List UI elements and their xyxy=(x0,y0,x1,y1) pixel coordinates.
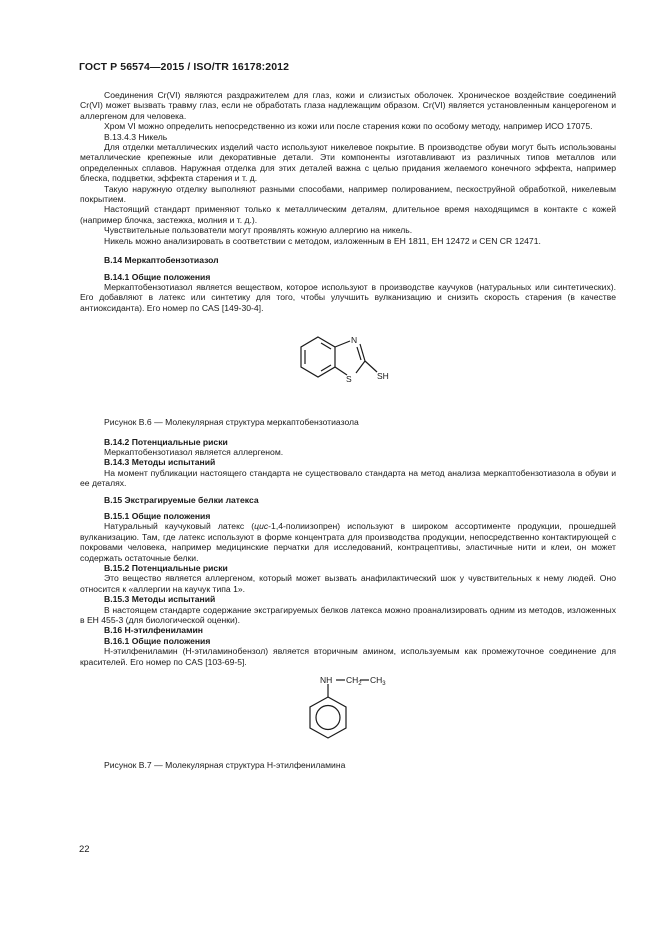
paragraph: Хром VI можно определить непосредственно из кожи или после старения кожи по особому методу, например ИСО 17075. xyxy=(104,121,593,132)
figure-caption: Рисунок В.7 — Молекулярная структура Н-этилфениламина xyxy=(104,760,346,771)
bond xyxy=(365,361,377,372)
paragraph: Меркаптобензотиазол является веществом, которое используют в производстве каучуков (натуральных или синтетических). Его добавляют в латекс или синтетику для того, чтобы улучшить вулканизацию и снизить скорость старения (в качестве антиоксиданта). Его номер по CAS [149-30-4]. xyxy=(80,281,616,313)
group-ch2-label: $CH_2$ xyxy=(346,675,362,688)
figure-n-ethylaniline xyxy=(80,670,616,760)
atom-s-label: S xyxy=(346,374,352,385)
paragraph: Это вещество является аллергеном, который может вызвать анафилактический шок у чувствительных к нему людей. Оно относится к «аллергии на каучук типа 1». xyxy=(80,573,616,594)
benzene-ring xyxy=(310,697,346,738)
subsection-heading: В.14.2 Потенциальные риски xyxy=(104,436,228,447)
subsection-heading: В.15.1 Общие положения xyxy=(104,510,211,521)
aromatic-circle xyxy=(316,706,340,730)
paragraph: Такую наружную отделку выполняют разными способами, например полированием, пескоструйной обработкой, никелевым покрытием. xyxy=(80,183,616,205)
paragraph: Н-этилфениламин (Н-этиламинобензол) является вторичным амином, используемым как промежуточное соединение для красителей. Его номер по CAS [103-69-5]. xyxy=(80,646,616,667)
paragraph-text: -1,4-полиизопрен) используют в широком ассортименте продукции, прошедшей вулканизацию. Там, где латекс используют в форме концентрата для производства продукции, непосредственно контактирующей с покровами человека, например медицинские перчатки для исследований, контрацептивы, эластичные нити и клеи, он может содержать остаточные белки. xyxy=(80,521,616,563)
paragraph: Соединения Cr(VI) являются раздражителем для глаз, кожи и слизистых оболочек. Хроническое воздействие соединений Cr(VI) может вызвать травму глаз, если не обработать глаза надлежащим образом. Cr(VI) является установленным канцерогеном и аллергеном для человека. xyxy=(80,90,616,121)
figure-caption: Рисунок В.6 — Молекулярная структура меркаптобензотиазола xyxy=(104,417,359,428)
group-ch3-label: $CH_3$ xyxy=(370,675,386,688)
paragraph xyxy=(80,521,616,563)
n-ethylaniline-structure xyxy=(80,670,616,760)
group-nh-label: NH xyxy=(320,675,333,686)
paragraph: Никель можно анализировать в соответствии с методом, изложенным в ЕН 1811, ЕН 12472 и CEN CR 12471. xyxy=(104,235,541,246)
group-sh-label: SH xyxy=(377,371,389,382)
section-heading: В.16 Н-этилфениламин xyxy=(104,625,203,636)
subsection-heading: В.14.1 Общие положения xyxy=(104,271,211,282)
section-heading: В.15 Экстрагируемые белки латекса xyxy=(104,494,259,505)
section-heading: В.14 Меркаптобензотиазол xyxy=(104,255,219,266)
page-content xyxy=(80,90,616,770)
subsection-heading: В.15.2 Потенциальные риски xyxy=(104,563,228,573)
bond xyxy=(356,361,365,373)
paragraph: Меркаптобензотиазол является аллергеном. xyxy=(104,446,284,457)
double-bond xyxy=(357,347,361,360)
paragraph: В настоящем стандарте содержание экстрагируемых белков латекса можно проанализировать одним из методов, изложенных в ЕН 455-3 (для биологической оценки). xyxy=(80,604,616,626)
subsection-heading: В.14.3 Методы испытаний xyxy=(104,457,216,468)
document-header: ГОСТ Р 56574—2015 / ISO/TR 16178:2012 xyxy=(79,61,290,73)
benzene-ring xyxy=(301,337,335,377)
subsection-heading: В.16.1 Общие положения xyxy=(104,635,211,646)
bond xyxy=(335,341,350,347)
page-number: 22 xyxy=(79,844,90,855)
subsection-title: В.13.4.3 Никель xyxy=(104,131,168,142)
paragraph: Настоящий стандарт применяют только к металлическим деталям, длительное время находящимся в контакте с кожей (например блочка, застежка, молния и т. д.). xyxy=(80,204,616,225)
subsection-heading: В.15.3 Методы испытаний xyxy=(104,594,216,605)
paragraph: Для отделки металлических изделий часто используют никелевое покрытие. В производстве обуви могут быть использованы металлические крепежные или декоративные детали. Эти компоненты изготавливают из различных типов металлов или определенных сплавов. Наружная отделка для этих деталей важна с целью придания желаемого конечного эффекта, например блеска, подцветки, эффекта старения и т. д. xyxy=(80,142,616,184)
paragraph-text: Натуральный каучуковый латекс ( xyxy=(104,521,255,532)
atom-n-label: N xyxy=(351,335,358,346)
paragraph: Чувствительные пользователи могут проявлять кожную аллергию на никель. xyxy=(104,225,413,236)
italic-term: цис xyxy=(254,521,269,532)
figure-mercaptobenzothiazole xyxy=(80,317,616,417)
paragraph: На момент публикации настоящего стандарта не существовало стандарта на метод анализа меркаптобензотиазола в обуви и ее деталях. xyxy=(80,467,616,489)
mercaptobenzothiazole-structure xyxy=(80,317,616,417)
